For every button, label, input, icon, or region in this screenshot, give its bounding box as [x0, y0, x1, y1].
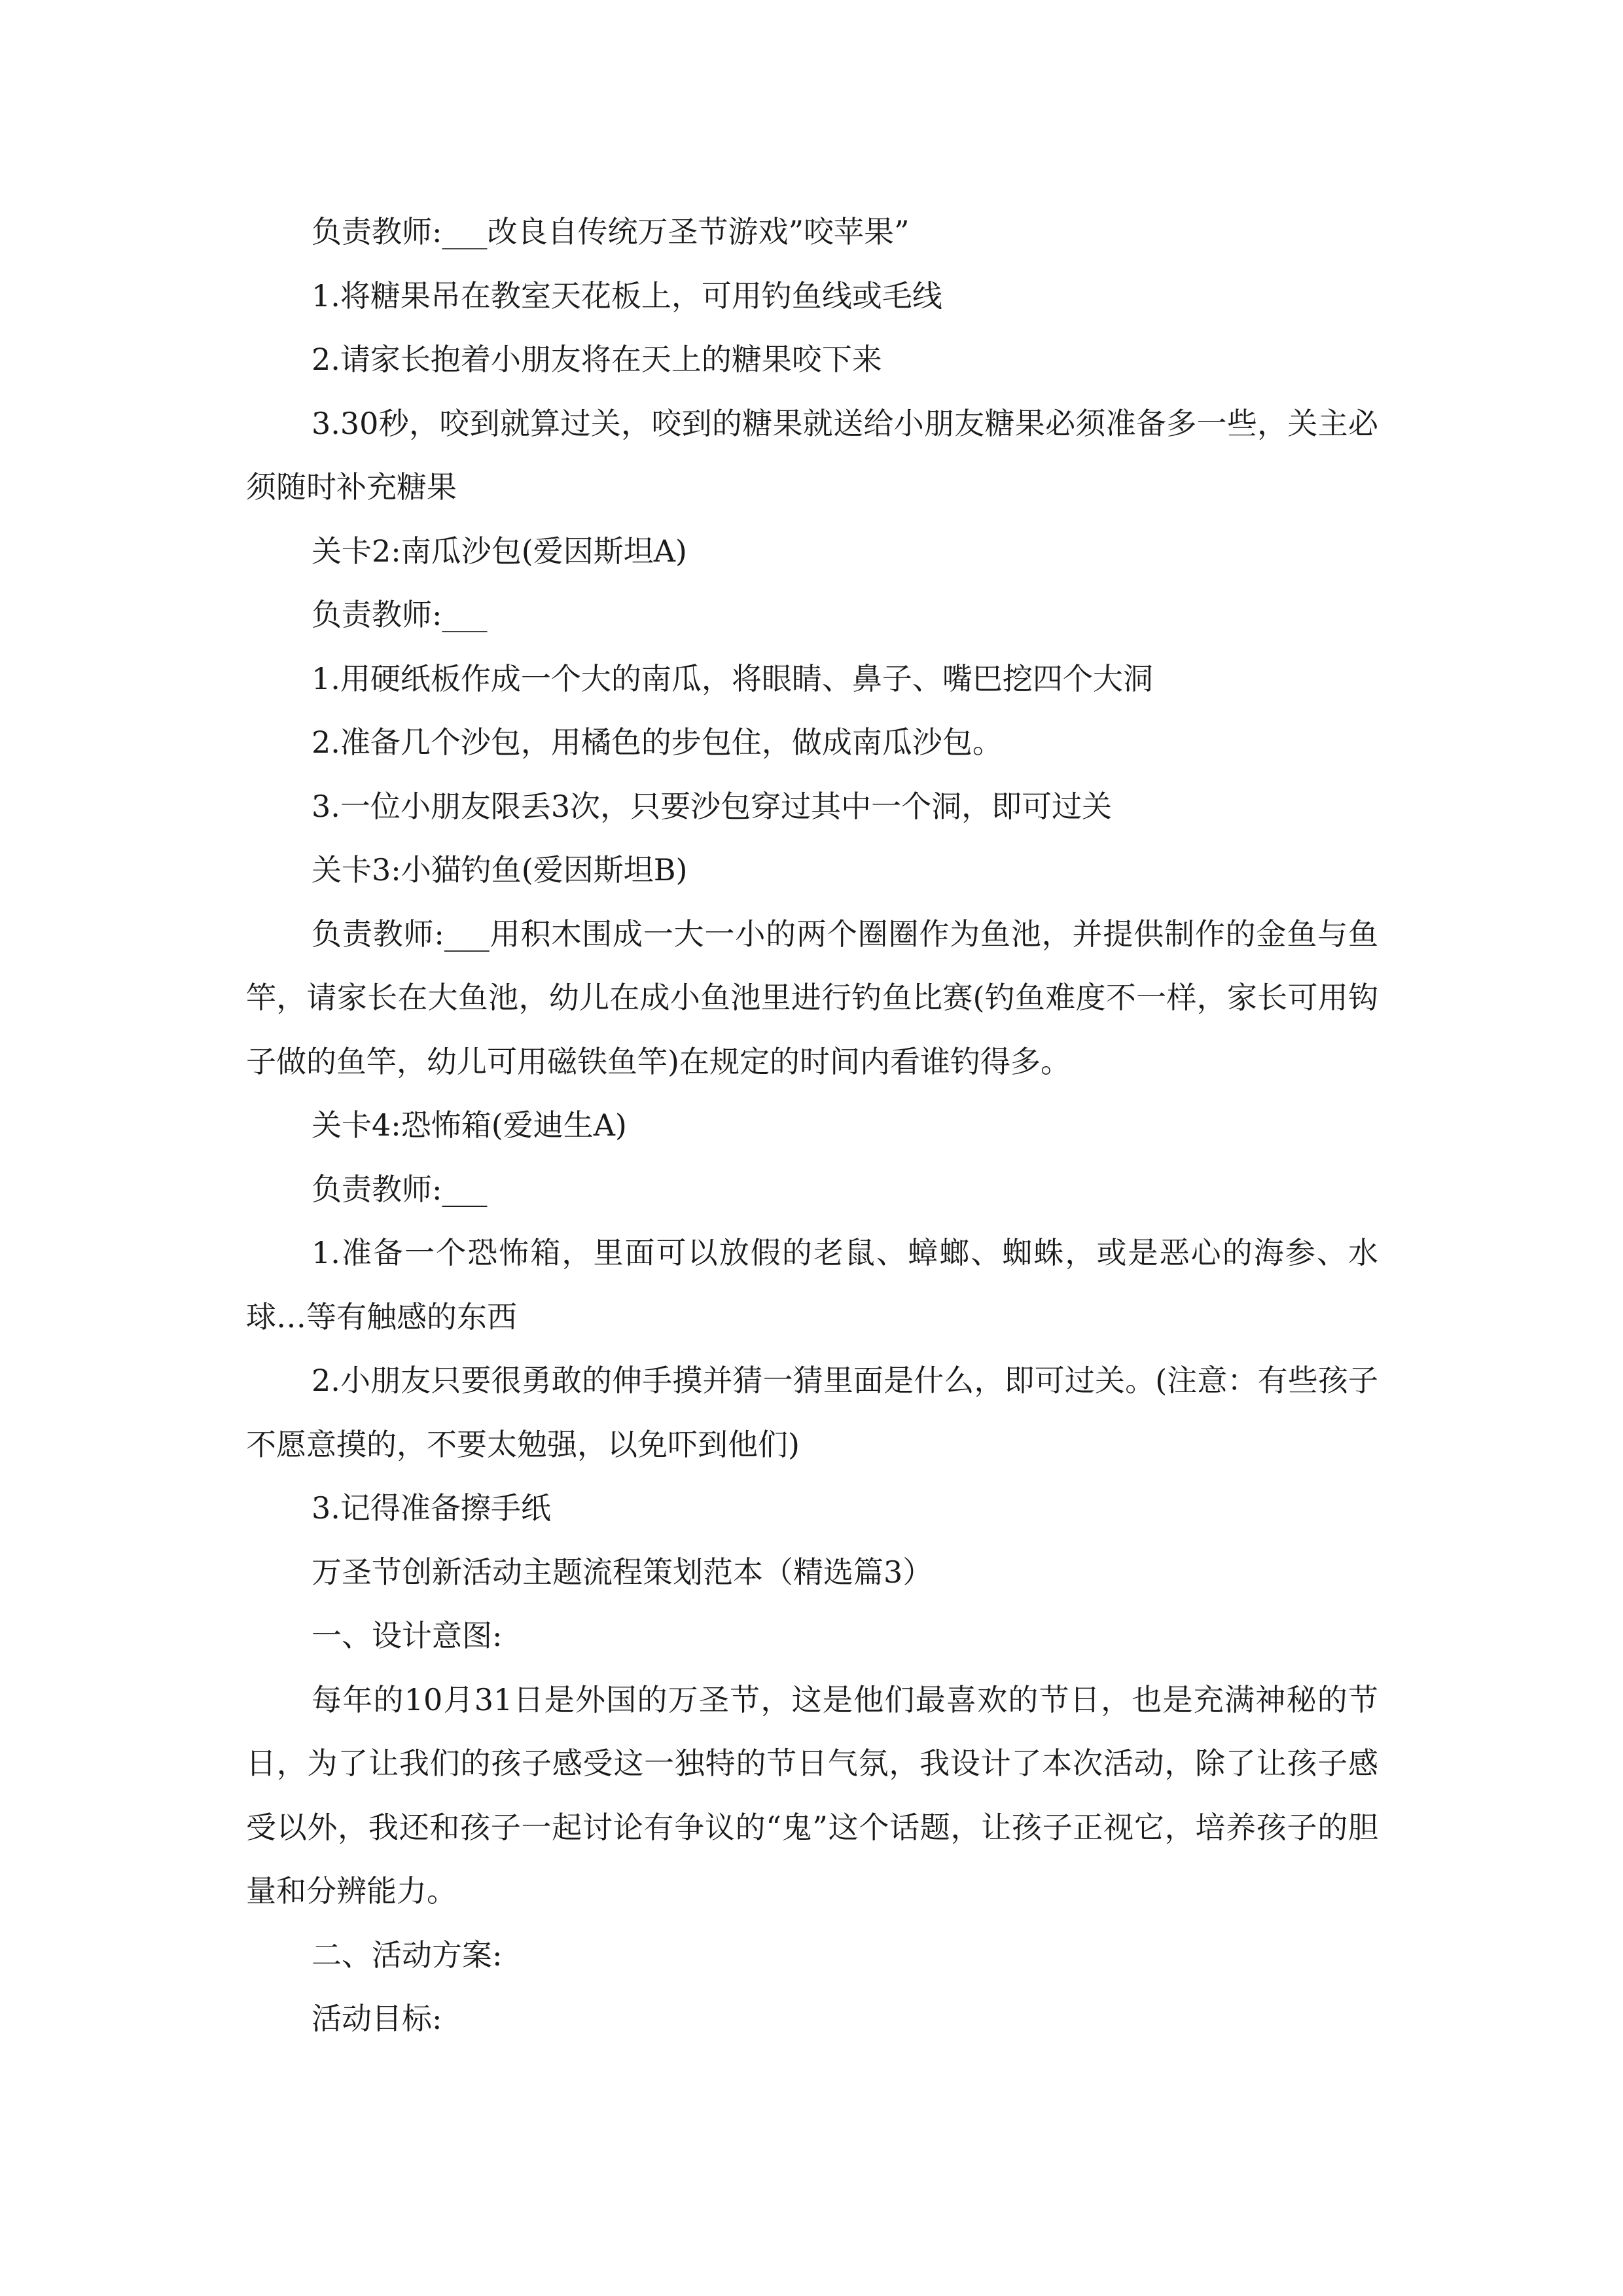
section-heading-template-3: 万圣节创新活动主题流程策划范本（精选篇3） [312, 1554, 933, 1590]
paragraph-level-4-title: 关卡4:恐怖箱(爱迪生A) [312, 1107, 627, 1143]
paragraph-level-2-title: 关卡2:南瓜沙包(爱因斯坦A) [312, 533, 687, 569]
paragraph-level-2-step-3: 3.一位小朋友限丢3次，只要沙包穿过其中一个洞，即可过关 [312, 788, 1113, 824]
paragraph-step-3-time-limit: 3.30秒，咬到就算过关，咬到的糖果就送给小朋友糖果必须准备多一些，关主必须随时补充糖果 [246, 405, 1378, 505]
paragraph-step-1-hang-candy: 1.将糖果吊在教室天花板上，可用钓鱼线或毛线 [312, 278, 942, 314]
paragraph-teacher-1: 负责教师:___改良自传统万圣节游戏”咬苹果” [312, 214, 910, 249]
document-body [246, 200, 1378, 2051]
paragraph-level-4-step-3: 3.记得准备擦手纸 [312, 1490, 551, 1526]
paragraph-step-2-bite-candy: 2.请家长抱着小朋友将在天上的糖果咬下来 [312, 342, 882, 377]
paragraph-design-intent-body: 每年的10月31日是外国的万圣节，这是他们最喜欢的节日，也是充满神秘的节日，为了让我们的孩子感受这一独特的节日气氛，我设计了本次活动，除了让孩子感受以外，我还和孩子一起讨论有争议的“鬼”这个话题，让孩子正视它，培养孩子的胆量和分辨能力。 [246, 1681, 1378, 1909]
paragraph-level-4-step-1: 1.准备一个恐怖箱，里面可以放假的老鼠、蟑螂、蜘蛛，或是恶心的海参、水球…等有触感的东西 [246, 1235, 1378, 1335]
paragraph-level-3-title: 关卡3:小猫钓鱼(爱因斯坦B) [312, 852, 688, 888]
paragraph-teacher-2: 负责教师:___ [312, 597, 488, 632]
paragraph-level-2-step-1: 1.用硬纸板作成一个大的南瓜，将眼睛、鼻子、嘴巴挖四个大洞 [312, 660, 1153, 696]
paragraph-level-4-step-2: 2.小朋友只要很勇敢的伸手摸并猜一猜里面是什么，即可过关。(注意：有些孩子不愿意摸的，不要太勉强，以免吓到他们) [246, 1363, 1378, 1462]
section-heading-design-intent: 一、设计意图: [312, 1618, 503, 1653]
paragraph-teacher-4: 负责教师:___ [312, 1171, 488, 1207]
section-heading-activity-goals: 活动目标: [312, 2001, 442, 2036]
paragraph-level-2-step-2: 2.准备几个沙包，用橘色的步包住，做成南瓜沙包。 [312, 725, 1003, 760]
paragraph-level-3-description: 负责教师:___用积木围成一大一小的两个圈圈作为鱼池，并提供制作的金鱼与鱼竿，请家长在大鱼池，幼儿在成小鱼池里进行钓鱼比赛(钓鱼难度不一样，家长可用钩子做的鱼竿，幼儿可用磁铁鱼竿)在规定的时间内看谁钓得多。 [246, 916, 1378, 1079]
section-heading-activity-plan: 二、活动方案: [312, 1937, 503, 1973]
